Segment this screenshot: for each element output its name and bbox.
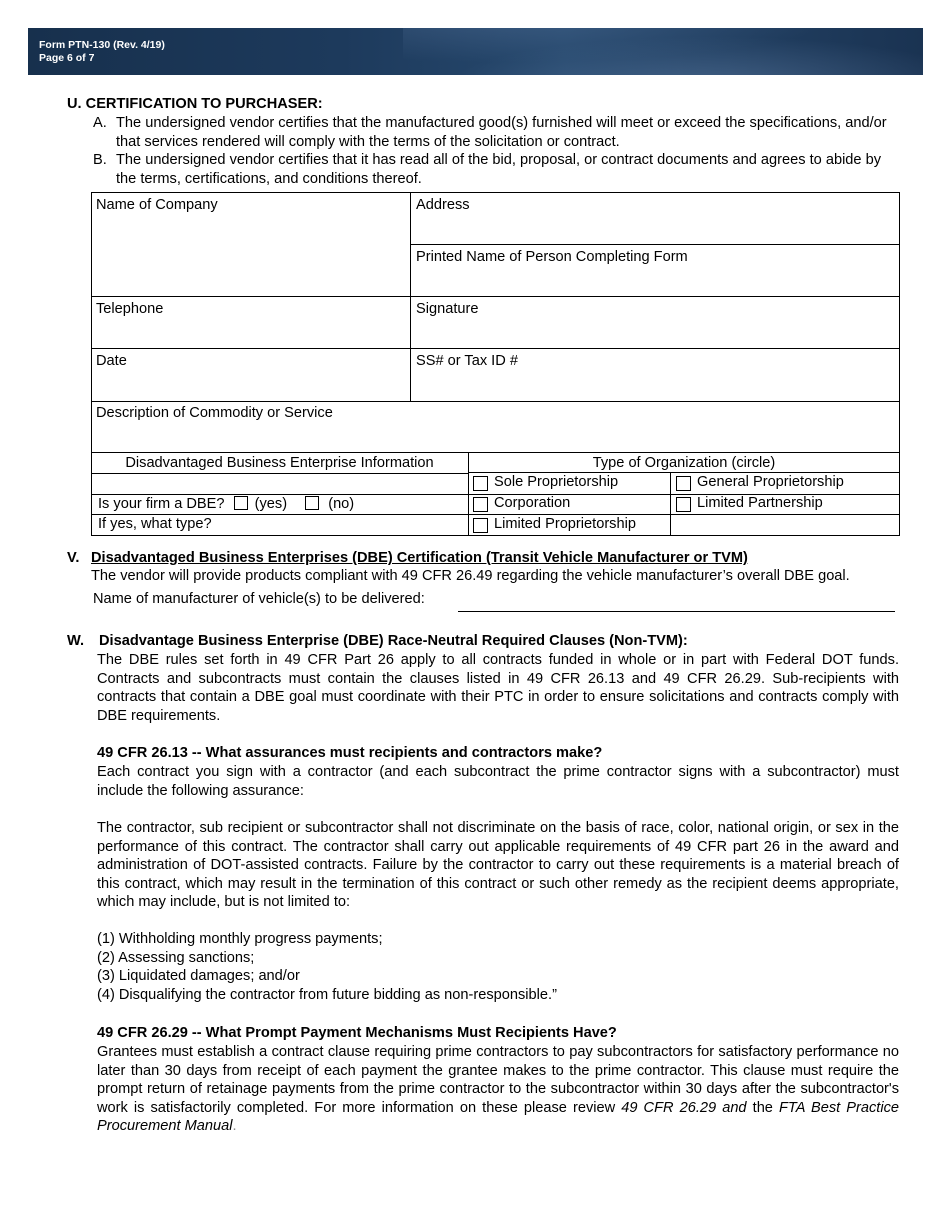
vendor-form-table [91, 192, 900, 536]
header-decoration [403, 28, 923, 75]
dbe-no-checkbox[interactable] [305, 496, 319, 510]
dbe-no-label: (no) [328, 496, 355, 512]
printed-name-field[interactable]: Printed Name of Person Completing Form [416, 249, 688, 265]
limited-proprietorship-checkbox[interactable] [473, 518, 488, 533]
org-type-heading: Type of Organization (circle) [592, 455, 776, 471]
description-field[interactable]: Description of Commodity or Service [96, 405, 333, 421]
section-v-heading: Disadvantaged Business Enterprises (DBE) Certification (Transit Vehicle Manufacturer or TVM) [91, 550, 748, 566]
section-w-heading: Disadvantage Business Enterprise (DBE) Race-Neutral Required Clauses (Non-TVM): [99, 633, 688, 649]
corporation-checkbox[interactable] [473, 497, 488, 512]
general-proprietorship-label: General Proprietorship [697, 474, 844, 490]
cfr-2613-heading: 49 CFR 26.13 -- What assurances must recipients and contractors make? [97, 745, 603, 761]
section-u-item-a: The undersigned vendor certifies that the manufactured good(s) furnished will meet or exceed the specifications, and/or that services rendered will comply with the terms of the solicitation or contract. [116, 115, 887, 150]
section-u-item-b-marker: B. [93, 152, 107, 168]
remedy-item: (3) Liquidated damages; and/or [97, 968, 300, 985]
name-of-company-field[interactable]: Name of Company [96, 197, 218, 213]
fta-manual-ref: FTA Best Practice Procurement Manual [97, 1099, 900, 1135]
corporation-label: Corporation [494, 495, 571, 511]
cfr-2629-ref1: 49 CFR 26.29 and [621, 1099, 747, 1116]
tax-id-field[interactable]: SS# or Tax ID # [416, 353, 518, 369]
page-number: Page 6 of 7 [39, 52, 95, 64]
cfr-2629-text [97, 1043, 899, 1136]
general-proprietorship-checkbox[interactable] [676, 476, 691, 491]
page-header-banner [28, 28, 923, 75]
cfr-2629-period: . [232, 1118, 237, 1135]
cfr-2629-heading: 49 CFR 26.29 -- What Prompt Payment Mechanisms Must Recipients Have? [97, 1025, 617, 1041]
form-id: Form PTN-130 (Rev. 4/19) [39, 39, 165, 51]
section-w-intro: The DBE rules set forth in 49 CFR Part 26 apply to all contracts funded in whole or in part with Federal DOT funds. Contracts and subcontracts must contain the clauses listed in 49 CFR 26.13 and 49 CFR 26.29. Sub-recipients with contracts that contain a DBE goal must coordinate with their PTC in order to ensure solicitations and contracts comply with DBE requirements. [97, 652, 899, 724]
header-text [39, 39, 165, 65]
sole-proprietorship-checkbox[interactable] [473, 476, 488, 491]
limited-proprietorship-label: Limited Proprietorship [494, 516, 636, 532]
section-v-text: The vendor will provide products compliant with 49 CFR 26.49 regarding the vehicle manufacturer’s overall DBE goal. [91, 568, 850, 584]
address-field[interactable]: Address [416, 197, 470, 213]
section-u-item-a-marker: A. [93, 115, 107, 131]
section-v-letter: V. [67, 550, 80, 566]
limited-partnership-label: Limited Partnership [697, 495, 823, 511]
section-u-heading: U. CERTIFICATION TO PURCHASER: [67, 96, 323, 112]
remedy-item: (1) Withholding monthly progress payments; [97, 931, 383, 947]
section-u-item-b: The undersigned vendor certifies that it has read all of the bid, proposal, or contract documents and agrees to abide by the terms, certifications, and conditions thereof. [116, 152, 882, 187]
manufacturer-input-line[interactable] [458, 611, 895, 612]
dbe-yes-label: (yes) [254, 496, 288, 512]
manufacturer-label: Name of manufacturer of vehicle(s) to be delivered: [93, 591, 425, 607]
sole-proprietorship-label: Sole Proprietorship [494, 474, 619, 490]
limited-partnership-checkbox[interactable] [676, 497, 691, 512]
assurance-text: The contractor, sub recipient or subcontractor shall not discriminate on the basis of race, color, national origin, or sex in the performance of this contract. The contractor shall carry out applicable requirements of 49 CFR part 26 in the award and administration of DOT-assisted contracts. Failure by the contractor to carry out these requirements is a material breach of this contract, which may result in the termination of this contract or such other remedy as the recipient deems appropriate, which may include, but is not limited to: [97, 820, 899, 911]
dbe-yes-checkbox[interactable] [234, 496, 248, 510]
telephone-field[interactable]: Telephone [96, 301, 164, 317]
dbe-type-field[interactable]: If yes, what type? [98, 516, 212, 532]
is-dbe-question [98, 495, 354, 513]
remedy-item: (2) Assessing sanctions; [97, 949, 255, 966]
date-field[interactable]: Date [96, 353, 127, 369]
cfr-2613-text: Each contract you sign with a contractor (and each subcontract the prime contractor signs with a subcontractor) must include the following assurance: [97, 764, 899, 799]
dbe-info-heading: Disadvantaged Business Enterprise Information [125, 455, 434, 471]
cfr-2629-the: the [752, 1099, 773, 1116]
remedy-item: (4) Disqualifying the contractor from future bidding as non-responsible.” [97, 986, 557, 1003]
cfr-2629-body: Grantees must establish a contract clause requiring prime contractors to pay subcontractors for satisfactory performance no later than 30 days from receipt of each payment the grantee makes to the prime contractor. This clause must require the prompt return of retainage payments from the prime contractor to the subcontractor within 30 days after the subcontractor's work is satisfactorily completed. For more information on these please review [97, 1044, 899, 1116]
signature-field[interactable]: Signature [416, 301, 479, 317]
is-dbe-label: Is your firm a DBE? [98, 496, 225, 512]
remedies-list [97, 930, 557, 1004]
section-w-letter: W. [67, 633, 85, 649]
